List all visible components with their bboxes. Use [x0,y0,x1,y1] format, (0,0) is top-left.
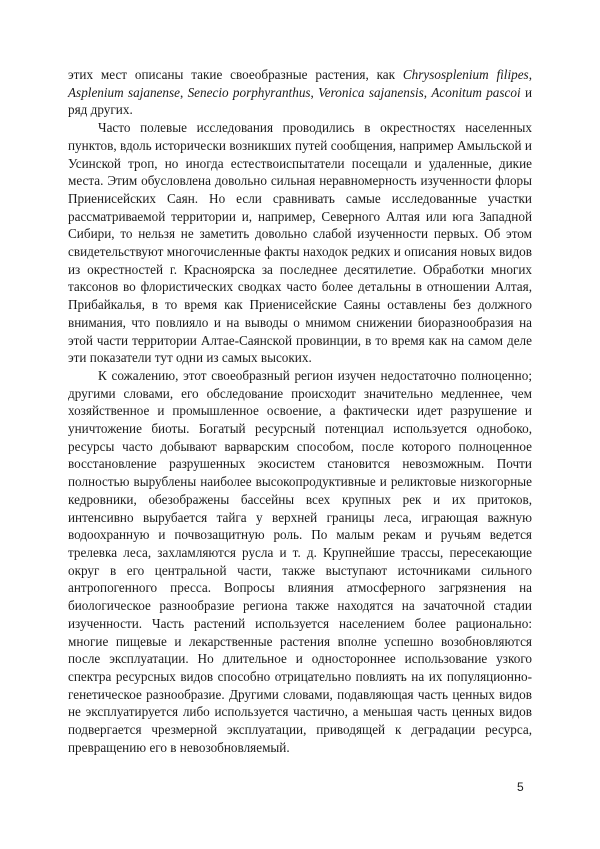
body-text [68,66,532,756]
species-separator: , [179,84,188,100]
species-separator: , [423,84,432,100]
species-name: Senecio porphyranthus [187,84,311,100]
paragraph-region-threats: К сожалению, этот своеобразный регион изучен недостаточно полноценно; другими словами, его обследование происходит значительно медленнее, чем хозяйственное и промышленное освоение, а фактически идет разрушение и уничтожение биоты. Богатый ресурсный потенциал используется однобоко, ресурсы часто добывают варварским способом, после которого полноценное восстановление разрушенных экосистем становится невозможным. Почти полностью вырублены наиболее высокопродуктивные и реликтовые низкогорные кедровники, обезображены бассейны всех крупных рек и их притоков, интенсивно вырубается тайга у верхней границы леса, играющая важную водоохранную и почвозащитную роль. По малым рекам и ручьям ведется трелевка леса, захламляются русла и т. д. Крупнейшие трассы, пересекающие округ в его центральной части, также выступают источниками сильного антропогенного пресса. Вопросы влияния атмосферного загрязнения на биологическое разнообразие региона также находятся на зачаточной стадии изученности. Часть растений используется населением более рационально: многие пищевые и лекарственные растения вполне успешно возобновляются после эксплуатации. Но длительное и одностороннее использование узкого спектра ресурсных видов способно отрицательно повлиять на их популяционно-генетическое разнообразие. Другими словами, подавляющая часть ценных видов не эксплуатируется либо используется частично, а меньшая часть ценных видов подвергается чрезмерной эксплуатации, приводящей к деградации ресурса, превращению его в невозобновляемый. [68,367,532,755]
species-name: Aconitum pascoi [431,84,521,100]
paragraph-field-research: Часто полевые исследования проводились в окрестностях населенных пунктов, вдоль исторически возникших путей сообщения, например Амыльской и Усинской троп, но иногда естествоиспытатели посещали и удаленные, дикие места. Этим обусловлена довольно сильная неравномерность изученности флоры Приенисейских Саян. Но если сравнивать самые исследованные участки рассматриваемой территории и, например, Северного Алтая или юга Западной Сибири, то нельзя не заметить довольно слабой изученности первых. Об этом свидетельствуют многочисленные факты находок редких и описания новых видов из окрестностей г. Красноярска за последнее десятилетие. Обработки многих таксонов во флористических сводках часто более детальны в отношении Алтая, Прибайкалья, в то время как Приенисейские Саяны оставлены без должного внимания, что повлияло и на выводы о мнимом снижении биоразнообразия на этой части территории Алтае-Саянской провинции, в то время как на самом деле эти показатели тут одни из самых высоких. [68,120,532,366]
paragraph-outro: и ряд других. [68,84,533,118]
paragraph-intro: этих мест описаны такие своеобразные растения, как [68,67,403,82]
paragraph-species [68,66,532,119]
species-name: Asplenium sajanense [68,84,180,100]
species-separator: , [528,67,532,82]
page-number: 5 [517,780,524,794]
species-separator: , [310,84,319,100]
species-name: Chrysosplenium filipes [402,67,529,82]
species-name: Veronica sajanensis [318,84,424,100]
